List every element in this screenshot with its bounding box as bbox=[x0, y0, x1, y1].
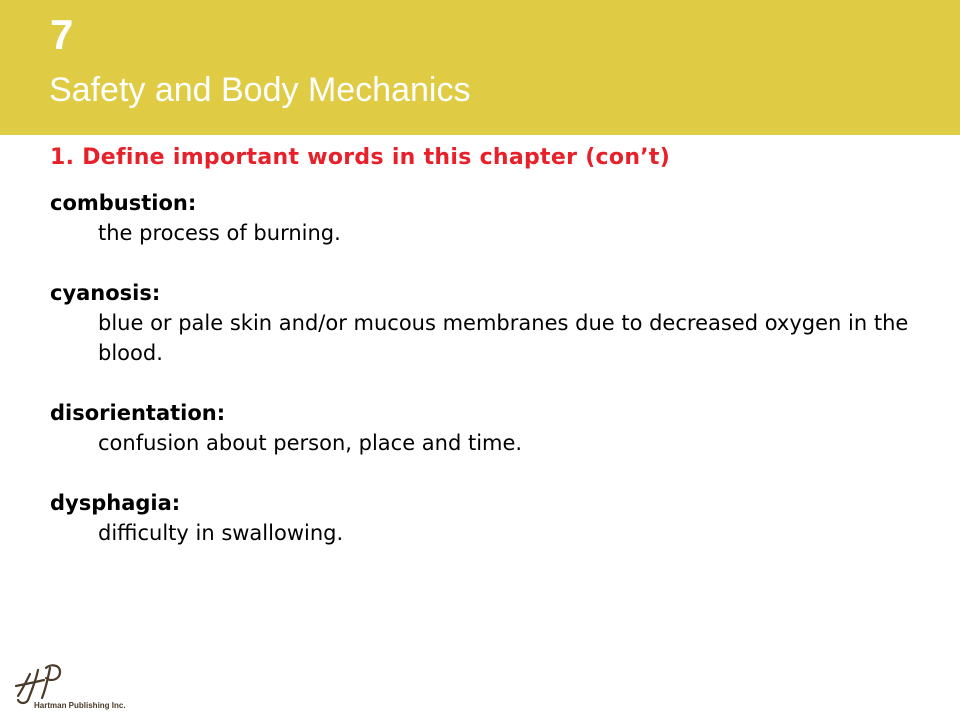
logo-h-mark bbox=[16, 670, 44, 703]
term: combustion: bbox=[50, 191, 197, 215]
term: cyanosis: bbox=[50, 281, 161, 305]
logo-p-mark bbox=[42, 665, 60, 698]
header-band bbox=[0, 0, 960, 135]
definition-entry bbox=[50, 488, 910, 548]
definition-text: the process of burning. bbox=[98, 221, 341, 245]
chapter-title: Safety and Body Mechanics bbox=[49, 71, 471, 109]
term: dysphagia: bbox=[50, 491, 181, 515]
logo-text: Hartman Publishing Inc. bbox=[34, 701, 126, 710]
definitions-list bbox=[50, 188, 910, 548]
definition-text: difficulty in swallowing. bbox=[98, 521, 344, 545]
definition-entry bbox=[50, 398, 910, 458]
hartman-publishing-logo bbox=[12, 660, 152, 712]
section-heading: 1. Define important words in this chapter (con’t) bbox=[50, 145, 671, 170]
term: disorientation: bbox=[50, 401, 226, 425]
chapter-number: 7 bbox=[50, 11, 74, 58]
definition-entry bbox=[50, 188, 910, 248]
definition-text: confusion about person, place and time. bbox=[98, 431, 523, 455]
definition-text: blue or pale skin and/or mucous membranes due to decreased oxygen in the blood. bbox=[98, 311, 909, 365]
definition-entry bbox=[50, 278, 910, 368]
